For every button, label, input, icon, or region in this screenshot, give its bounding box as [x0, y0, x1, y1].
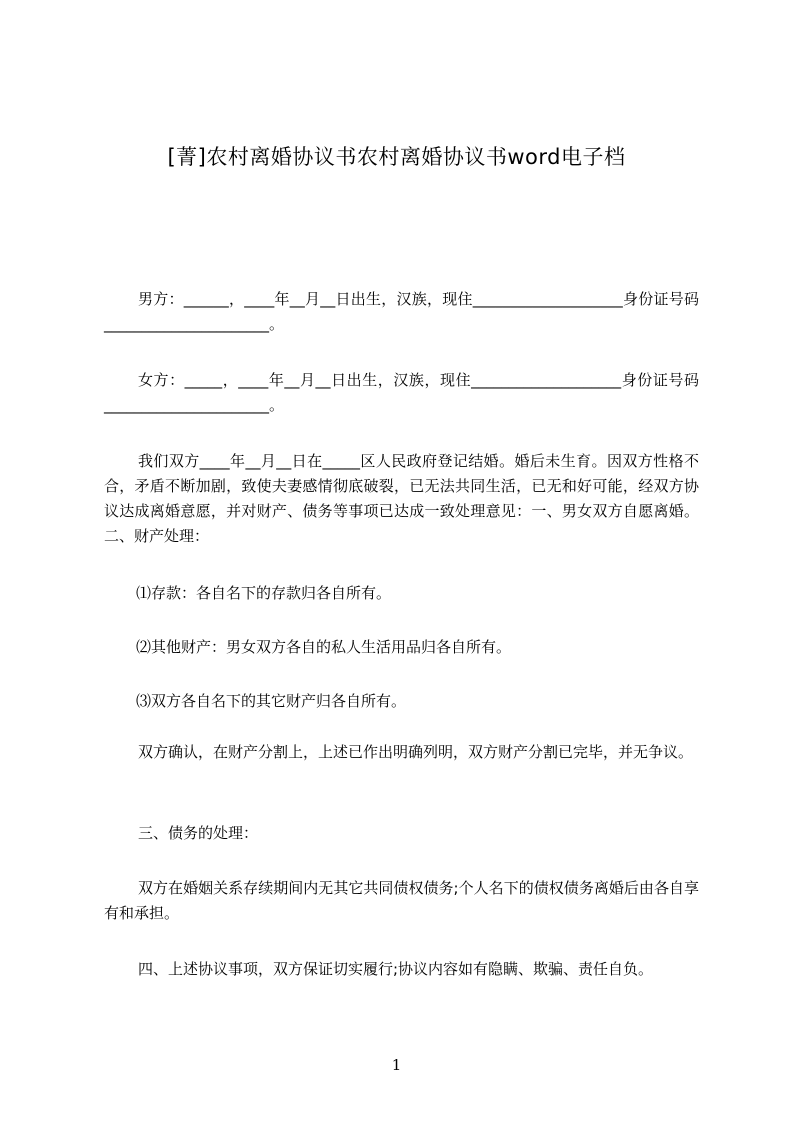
paragraph-agreement-intro: 我们双方____年__月__日在_____区人民政府登记结婚。婚后未生育。因双方性格不合，矛盾不断加剧，致使夫妻感情彻底破裂，已无法共同生活，已无和好可能，经双方协议达成离婚意愿，并对财产、债务等事项已达成一致处理意见：一、男女双方自愿离婚。二、财产处理： [104, 452, 699, 545]
document-title: [菁]农村离婚协议书农村离婚协议书word电子档 [167, 145, 626, 169]
paragraph-other-property: ⑵其他财产：男女双方各自的私人生活用品归各自所有。 [136, 638, 512, 656]
paragraph-property-confirmation: 双方确认，在财产分割上，上述已作出明确列明，双方财产分割已完毕，并无争议。 [138, 743, 694, 761]
paragraph-male-party: 男方：______，____年__月__日出生，汉族，现住____________________身份证号码______________________。 [104, 290, 699, 333]
paragraph-debts: 双方在婚姻关系存续期间内无其它共同债权债务;个人名下的债权债务离婚后由各自享有和承担。 [104, 879, 699, 922]
paragraph-remaining-property: ⑶双方各自名下的其它财产归各自所有。 [136, 692, 407, 710]
paragraph-female-party: 女方：_____，____年__月__日出生，汉族，现住____________________身份证号码______________________。 [104, 371, 699, 414]
section-heading-debts: 三、债务的处理： [138, 824, 259, 842]
paragraph-savings: ⑴存款：各自名下的存款归各自所有。 [136, 584, 392, 602]
page-number: 1 [391, 1056, 402, 1074]
paragraph-performance: 四、上述协议事项，双方保证切实履行;协议内容如有隐瞒、欺骗、责任自负。 [138, 960, 654, 978]
